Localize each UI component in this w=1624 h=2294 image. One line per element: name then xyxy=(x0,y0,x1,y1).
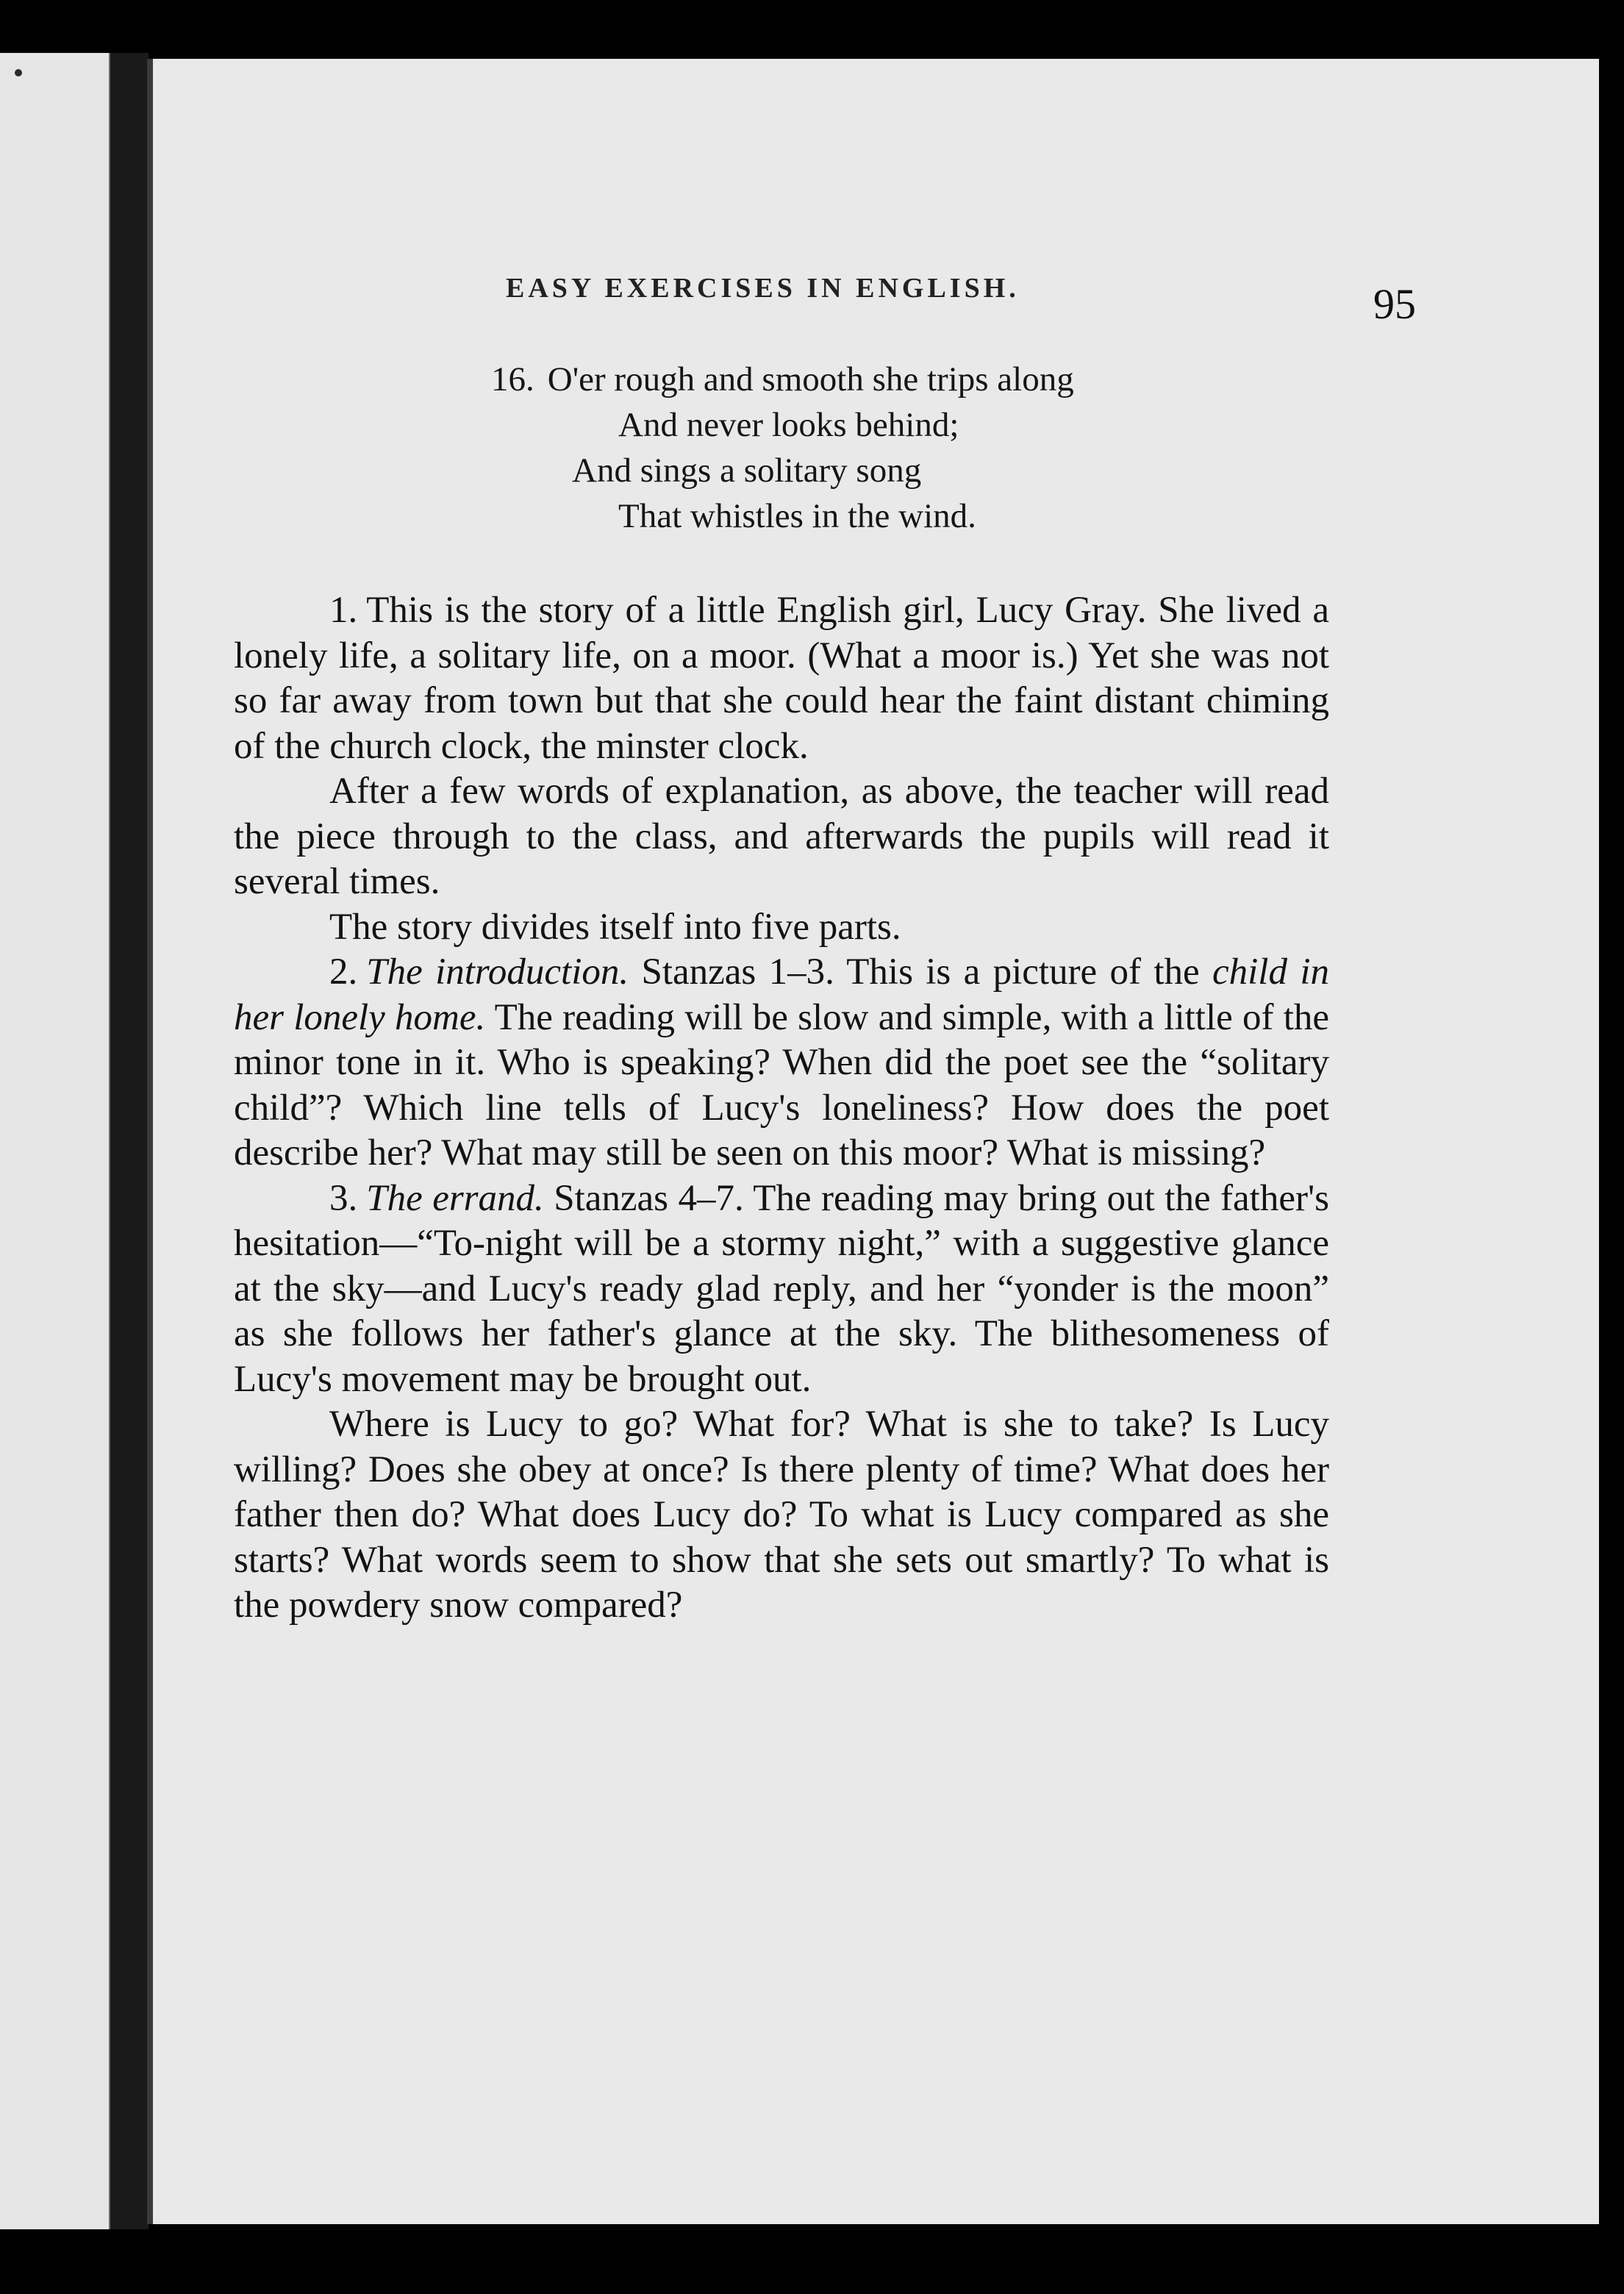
running-head: EASY EXERCISES IN ENGLISH. xyxy=(506,273,1020,304)
page-content xyxy=(234,206,1416,1626)
section-title: The introduction. xyxy=(366,951,629,993)
emphasis-text: child in her lonely home. xyxy=(234,951,1329,1038)
stanza-line-1: 16. O'er rough and smooth she trips along xyxy=(491,360,1074,399)
paragraph-3: The story divides itself into five parts. xyxy=(329,906,901,948)
body-text xyxy=(234,588,1329,1629)
stanza-line-2: And never looks behind; xyxy=(618,406,959,444)
paragraph-6: Where is Lucy to go? What for? What is she to take? Is Lucy willing? Does she obey at once? Is there plenty of time? What does her father then do? What does Lucy do? To what is Lucy compared as she starts? What words seem to show that she sets out smartly? To what is the powdery snow compared? xyxy=(234,1404,1329,1626)
poem-stanza xyxy=(491,357,1074,539)
section-title: The errand. xyxy=(366,1177,544,1219)
stanza-line-3: And sings a solitary song xyxy=(572,451,922,490)
paragraph-number: 3. xyxy=(329,1177,358,1219)
paragraph-2: After a few words of explanation, as above, the teacher will read the piece through to the class, and afterwards the pupils will read it several times. xyxy=(234,771,1329,902)
paragraph-4: 2. The introduction. Stanzas 1–3. This is a picture of the child in her lonely home. The reading will be slow and simple, with a little of the minor tone in it. Who is speaking? When did the poet see the “solitary child”? Which line tells of Lucy's loneliness? How does the poet describe her? What may still be seen on this moor? What is missing? xyxy=(234,951,1330,1173)
page-header xyxy=(234,206,1416,328)
book-page xyxy=(147,59,1599,2224)
facing-page-edge xyxy=(0,53,113,2229)
paragraph-1: 1. This is the story of a little English girl, Lucy Gray. She lived a lonely life, a solitary life, on a moor. (What a moor is.) Yet she was not so far away from town but that she could hear the faint distant chiming of the church clock, the minster clock. xyxy=(234,590,1329,767)
stanza-number: 16. xyxy=(491,360,534,399)
paragraph-5: 3. The errand. Stanzas 4–7. The reading may bring out the father's hesitation—“To-night will be a stormy night,” with a suggestive glance at the sky—and Lucy's ready glad reply, and her “yonder is the moon” as she follows her father's glance at the sky. The blithesomeness of Lucy's movement may be brought out. xyxy=(234,1177,1329,1400)
facing-page-mark xyxy=(15,69,22,76)
paragraph-number: 1. xyxy=(329,590,358,631)
stanza-line-4: That whistles in the wind. xyxy=(618,497,976,535)
paragraph-number: 2. xyxy=(329,951,358,993)
page-number: 95 xyxy=(1373,280,1416,328)
book-gutter xyxy=(110,53,149,2229)
